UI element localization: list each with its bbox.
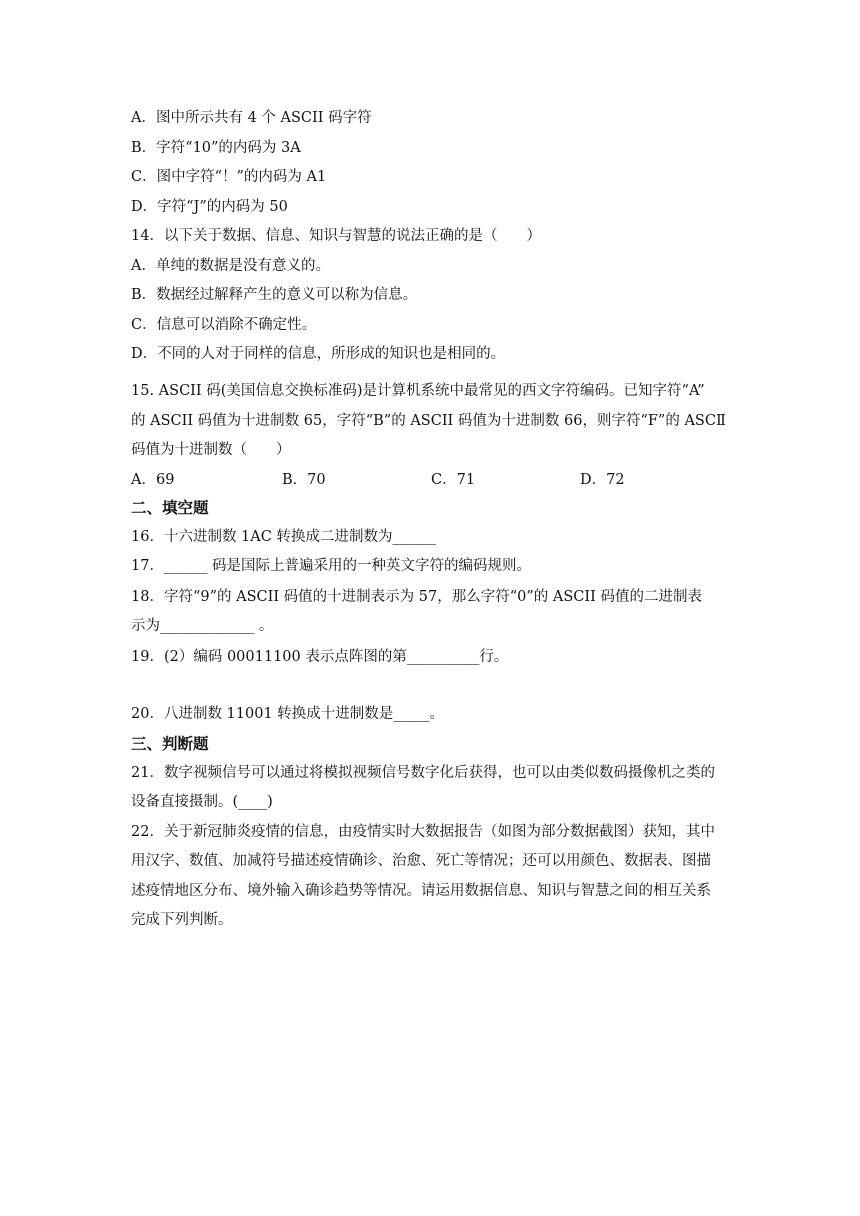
q20-text: 20．八进制数 11001 转换成十进制数是_____。 [131,706,445,722]
section-heading-fill-blank: 二、填空题 [131,499,209,517]
q21-line-1: 21．数字视频信号可以通过将模拟视频信号数字化后获得，也可以由类似数码摄像机之类的 [131,765,715,781]
q15-stem-line-2: 的 ASCII 码值为十进制数 65，字符“B”的 ASCII 码值为十进制数 66，则字符“F”的 ASCⅡ [131,413,726,429]
q13-option-a: A．图中所示共有 4 个 ASCII 码字符 [131,110,372,126]
q13-option-b: B．字符“10”的内码为 3A [131,140,301,156]
q19-text: 19．(2）编码 00011100 表示点阵图的第__________行。 [131,649,509,665]
q14-stem: 14．以下关于数据、信息、知识与智慧的说法正确的是（ ） [131,228,541,244]
q13-option-c: C．图中字符“！”的内码为 A1 [131,169,327,185]
q22-line-4: 完成下列判断。 [131,912,233,928]
q14-option-a: A．单纯的数据是没有意义的。 [131,258,330,274]
q15-option-c: C．71 [431,472,476,488]
q15-stem-line-1: 15. ASCII 码(美国信息交换标准码)是计算机系统中最常见的西文字符编码。已知字符“A” [131,383,705,399]
q15-option-b: B．70 [282,472,326,488]
q15-option-a: A．69 [131,472,175,488]
q14-option-b: B．数据经过解释产生的意义可以称为信息。 [131,287,418,303]
q22-line-3: 述疫情地区分布、境外输入确诊趋势等情况。请运用数据信息、知识与智慧之间的相互关系 [131,883,711,899]
q14-option-c: C．信息可以消除不确定性。 [131,317,317,333]
q15-option-d: D．72 [580,472,625,488]
q21-line-2: 设备直接摄制。(____) [131,794,273,810]
q22-line-1: 22．关于新冠肺炎疫情的信息，由疫情实时大数据报告（如图为部分数据截图）获知，其中 [131,824,715,840]
q16-text: 16．十六进制数 1AC 转换成二进制数为______ [131,529,436,545]
q14-option-d: D．不同的人对于同样的信息，所形成的知识也是相同的。 [131,346,506,362]
q18-line-1: 18．字符“9”的 ASCII 码值的十进制表示为 57，那么字符“0”的 ASCII 码值的二进制表 [131,589,702,605]
q17-text: 17．______ 码是国际上普遍采用的一种英文字符的编码规则。 [131,558,532,574]
q15-stem-line-3: 码值为十进制数（ ） [131,442,291,458]
q13-option-d: D．字符“J”的内码为 50 [131,199,288,215]
q22-line-2: 用汉字、数值、加减符号描述疫情确诊、治愈、死亡等情况；还可以用颜色、数据表、图描 [131,853,711,869]
q18-line-2: 示为_____________ 。 [131,618,274,634]
section-heading-true-false: 三、判断题 [131,735,209,753]
